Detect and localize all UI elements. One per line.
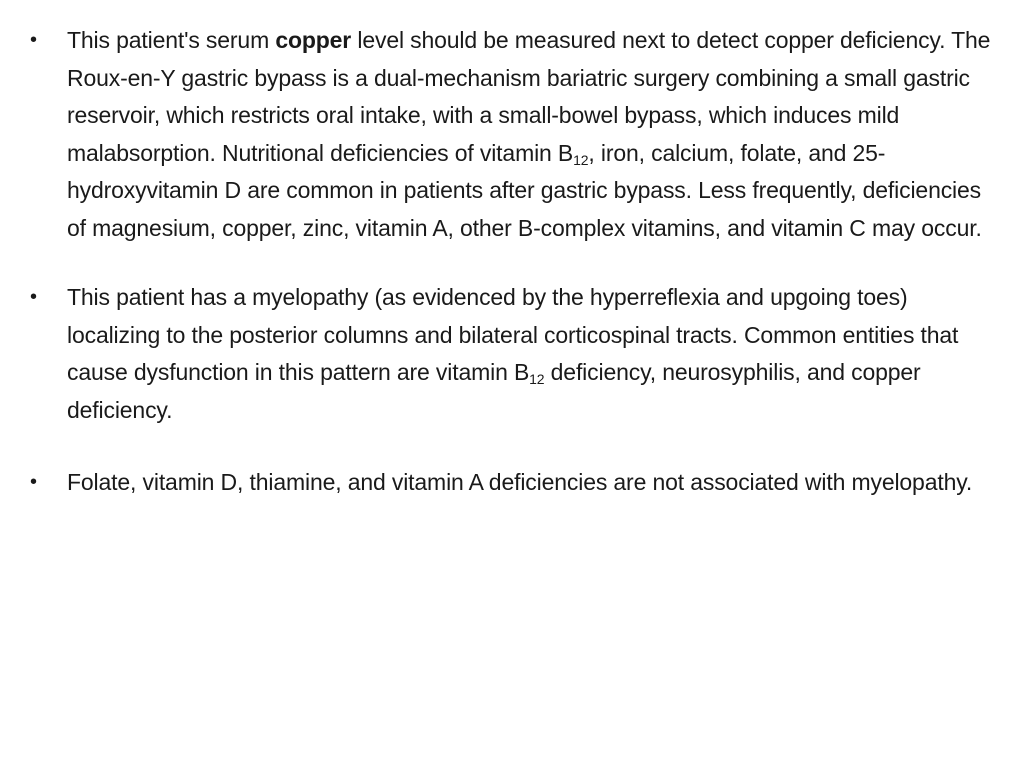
- bullet-text: Folate, vitamin D, thiamine, and vitamin A deficiencies are not associated with myelopathy.: [67, 469, 973, 495]
- subscript: 12: [573, 151, 589, 168]
- bullet-text: [67, 27, 990, 241]
- bold-term: copper: [275, 27, 352, 53]
- bullet-dot-icon: •: [30, 286, 37, 308]
- bullet-dot-icon: •: [30, 471, 37, 493]
- bullet-item-copper: [24, 22, 999, 247]
- text-run: level should be measured next to detect copper deficiency. The Roux-en-Y gastric bypass is a dual-mechanism bariatric surgery combining a small gastric reservoir, which restricts oral intake, with a small-bowel bypass, which induces mild malabsorption. Nutritional deficiencies of vitamin B: [67, 27, 991, 166]
- bullet-list: [24, 22, 999, 497]
- text-run: , iron, calcium, folate, and 25-hydroxyvitamin D are common in patients after gastric bypass. Less frequently, deficiencies of magnesium, copper, zinc, vitamin A, other B-complex vitamins, and vitamin C may occur.: [67, 139, 982, 241]
- bullet-dot-icon: •: [30, 29, 37, 51]
- bullet-text: [67, 284, 958, 423]
- bullet-item-myelopathy: [24, 279, 999, 429]
- text-run: deficiency, neurosyphilis, and copper deficiency.: [67, 359, 921, 423]
- text-run: This patient has a myelopathy (as evidenced by the hyperreflexia and upgoing toes) localizing to the posterior columns and bilateral corticospinal tracts. Common entities that cause dysfunction in this pattern are vitamin B: [67, 284, 959, 385]
- bullet-item-not-associated: [24, 467, 999, 497]
- subscript: 12: [529, 371, 545, 387]
- text-run: This patient's serum: [67, 27, 276, 53]
